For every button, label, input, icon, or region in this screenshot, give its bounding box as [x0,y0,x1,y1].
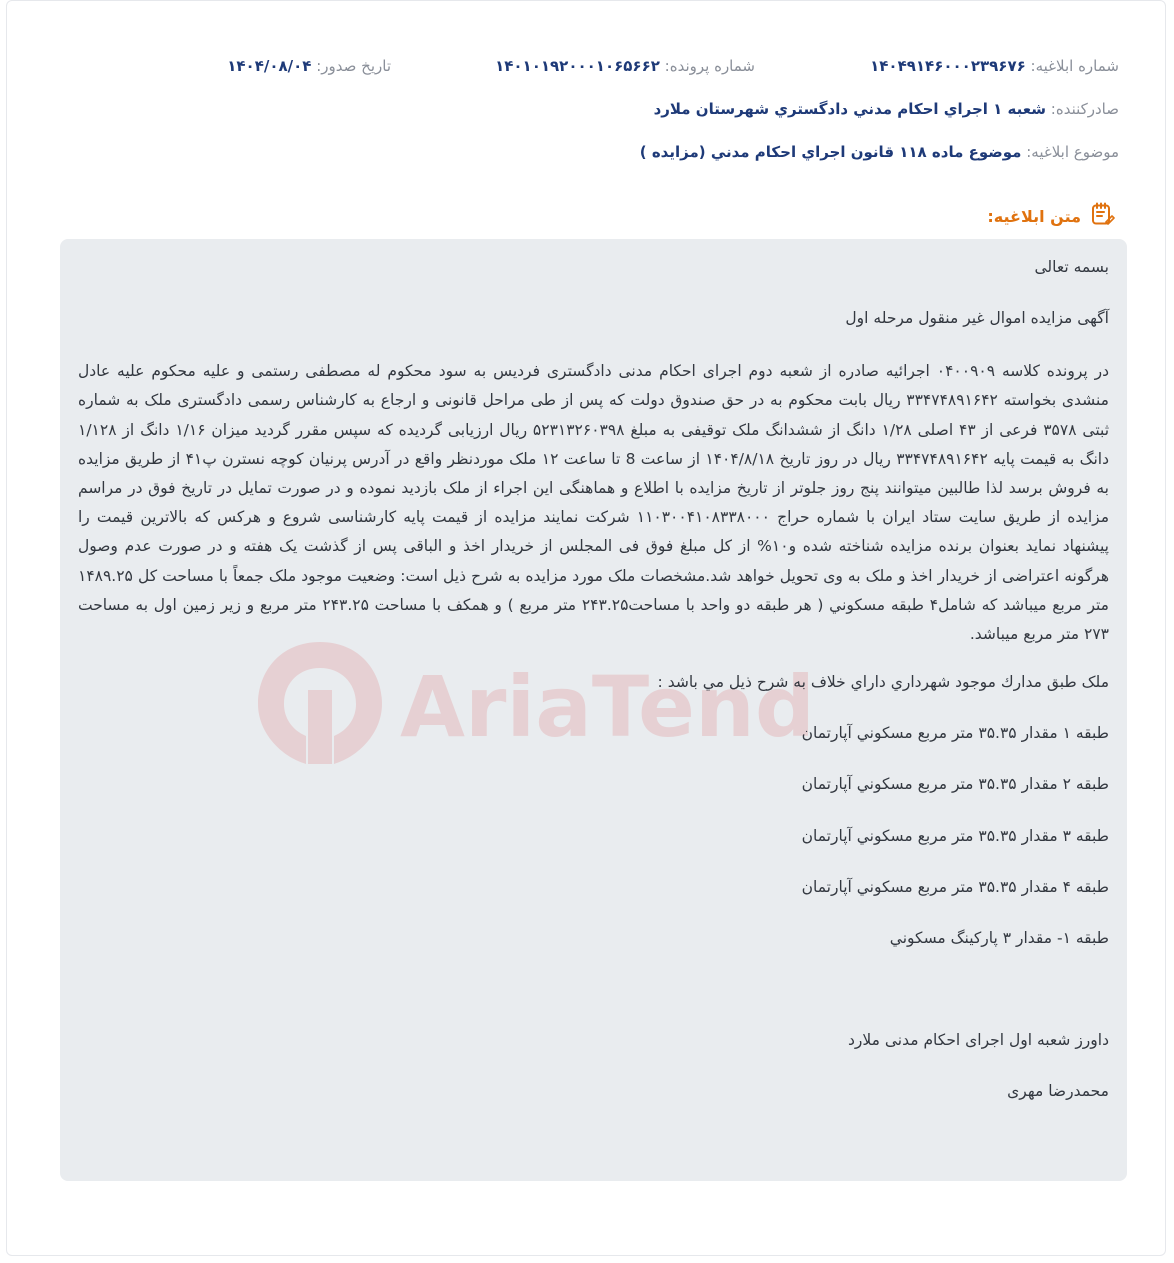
issuer-value: شعبه ۱ اجراي احکام مدني دادگستري شهرستان ملارد [653,100,1046,118]
subject-label: موضوع ابلاغيه: [1026,143,1119,161]
notice-text-header [987,201,1115,231]
notice-meta-row [39,57,1119,83]
notice-number-label: شماره ابلاغيه: [1030,57,1119,75]
notice-text-panel [60,239,1127,1181]
issuer-line [654,100,1119,118]
violation-item: طبقه ۱- مقدار ۳ پارکينگ مسکوني [889,928,1109,947]
subject-line [640,143,1119,161]
signature-title: داورز شعبه اول اجرای احکام مدنی ملارد [848,1030,1109,1049]
violation-item: طبقه ۱ مقدار ۳۵.۳۵ متر مربع مسکوني آپارتمان [801,724,1109,743]
watermark-text: AriaTend [400,658,810,756]
notice-heading: آگهی مزایده اموال غیر منقول مرحله اول [845,309,1109,328]
case-number-value: ۱۴۰۱۰۱۹۲۰۰۰۱۰۶۵۶۶۲ [495,57,660,75]
notice-text-icon [1089,201,1115,231]
issue-date [227,57,391,75]
issue-date-label: تاريخ صدور: [316,57,391,75]
subject-value: موضوع ماده ۱۱۸ قانون اجراي احکام مدني (مزايده ) [639,143,1022,161]
case-number [495,57,755,75]
greeting: بسمه تعالی [1034,258,1109,276]
notice-content [78,255,1109,1104]
signature-name: محمدرضا مهری [1007,1081,1109,1100]
issue-date-value: ۱۴۰۴/۰۸/۰۴ [227,57,312,75]
notice-number-value: ۱۴۰۴۹۱۴۶۰۰۰۲۳۹۶۷۶ [870,57,1026,75]
violation-item: طبقه ۳ مقدار ۳۵.۳۵ متر مربع مسکوني آپارتمان [801,826,1109,845]
violations-intro: ملک طبق مدارك موجود شهرداري داراي خلاف به شرح ذيل مي باشد : [657,673,1109,692]
violation-item: طبقه ۲ مقدار ۳۵.۳۵ متر مربع مسکوني آپارتمان [801,775,1109,794]
case-number-label: شماره پرونده: [664,57,755,75]
notice-number [870,57,1119,75]
issuer-label: صادرکننده: [1050,100,1119,118]
violation-item: طبقه ۴ مقدار ۳۵.۳۵ متر مربع مسکوني آپارتمان [801,877,1109,896]
notice-body: در پرونده کلاسه ۰۴۰۰۹۰۹ اجرائیه صادره از شعبه دوم اجرای احکام مدنی دادگستری فردیس به سود محکوم له مصطفی رستمی و علیه محکوم علیه عادل منشدی بخواسته ۳۳۴۷۴۸۹۱۶۴۲ ریال بابت محکوم به در حق صندوق دولت که پس از طی مراحل قانونی و ارجاع به کارشناس رسمی دادگستری ملک به شماره ثبتی ۳۵۷۸ فرعی از ۴۳ اصلی ۱/۲۸ دانگ از ششدانگ ملک توقیفی به مبلغ ۵۲۳۱۳۲۶۰۳۹۸ ریال ارزیابی گردیده که سپس مقرر گردید میزان ۱/۱۶ دانگ از ۱/۱۲۸ دانگ به قیمت پایه ۳۳۴۷۴۸۹۱۶۴۲ ریال در روز تاریخ ۱۴۰۴/۸/۱۸ از ساعت 8 تا ساعت ۱۲ ملک موردنظر واقع در آدرس پرنیان کوچه نسترن پ۴۱ از طریق مزایده به فروش برسد لذا طالبین میتوانند پنج روز جلوتر از تاریخ مزایده با اطلاع و هماهنگی این اجراء از ملک بازدید نموده و در صورت تمایل در تاریخ فوق در مراسم مزایده از طریق سایت ستاد ایران با شماره حراج ۱۱۰‎۳۰۰۴۱۰۸۳۳۸۰۰۰ شرکت نمایند مزایده از قیمت پایه کارشناسی شروع و هرکس که بالاترین قیمت را پیشنهاد نماید بعنوان برنده مزایده شناخته شده و۱۰% از کل مبلغ فوق فی المجلس از خریدار اخذ و الباقی پس از گذشت یک هفته و در صورت عدم وصول هرگونه اعتراضی از خریدار اخذ و ملک به وی تحویل خواهد شد.مشخصات ملک مورد مزایده به شرح ذیل است: وضعیت موجود ملک جمعاً با مساحت کل ۱۴۸۹.۲۵ متر مربع میباشد که شامل۴ طبقه مسکوني ( هر طبقه دو واحد با مساحت۲۴۳.۲۵ متر مربع ) و همکف با مساحت ۲۴۳.۲۵ متر مربع و زیر زمین اول به مساحت ۲۷۳ متر مربع میباشد. [78,362,1110,644]
notice-text-title: متن ابلاغيه: [987,206,1081,226]
